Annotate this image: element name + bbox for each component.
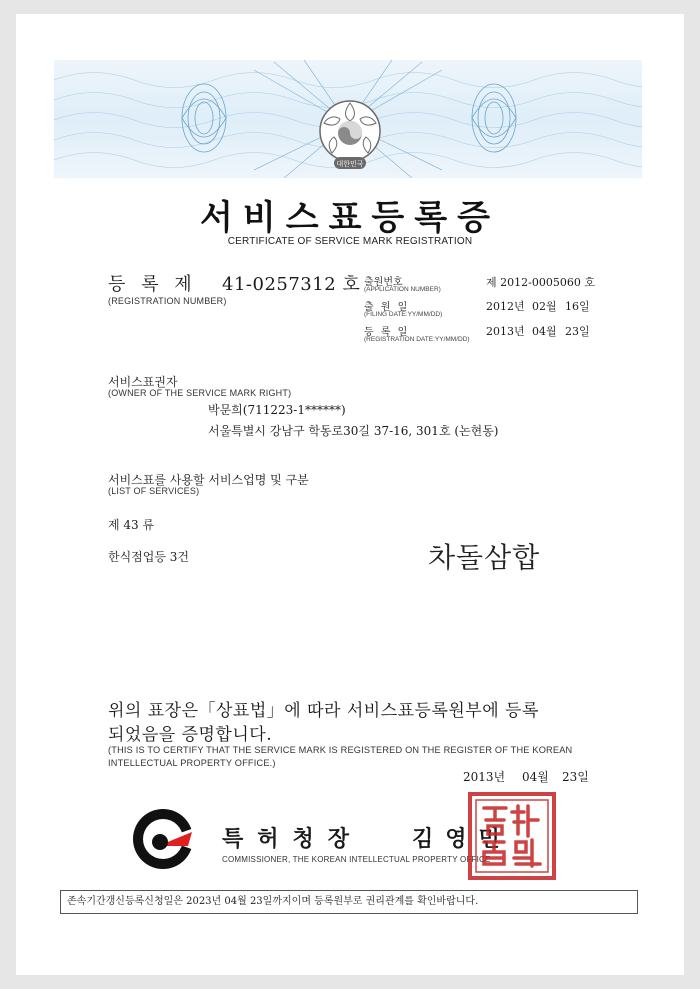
certify-month: 04월: [522, 770, 549, 784]
services-label: 서비스표를 사용할 서비스업명 및 구분: [108, 473, 309, 487]
certify-en-line-1: (THIS IS TO CERTIFY THAT THE SERVICE MARK IS REGISTERED ON THE REGISTER OF THE KOREAN: [108, 745, 573, 755]
services-label-en: (LIST OF SERVICES): [108, 486, 200, 496]
filing-day: 16일: [565, 300, 590, 313]
owner-label: 서비스표권자: [108, 375, 178, 389]
certificate-title-en: CERTIFICATE OF SERVICE MARK REGISTRATION: [227, 236, 473, 247]
application-number: 제 2012-0005060 호: [486, 276, 595, 289]
filing-date-label: 출 원 일: [364, 302, 410, 313]
commissioner-title-en: COMMISSIONER, THE KOREAN INTELLECTUAL PROPERTY OFFICE: [222, 855, 491, 864]
owner-address: 서울특별시 강남구 학동로30길 37-16, 301호 (논현동): [208, 424, 499, 438]
certify-line-1: 위의 표장은「상표법」에 따라 서비스표등록원부에 등록: [108, 701, 539, 721]
commissioner-name: 김영민: [412, 827, 512, 852]
filing-year: 2012년: [486, 300, 525, 313]
owner-label-en: (OWNER OF THE SERVICE MARK RIGHT): [108, 388, 292, 398]
renewal-note: 존속기간갱신등록신청일은 2023년 04월 23일까지이며 등록원부로 권리관계를 확인바랍니다.: [67, 896, 479, 907]
certificate-title: 서비스표등록증: [200, 198, 500, 238]
owner-name: 박문희(711223-1******): [208, 403, 346, 417]
right-rosette-ornament: [472, 84, 516, 152]
renewal-note-box: [60, 890, 638, 914]
application-label: 출원번호: [364, 277, 403, 288]
registration-label: 등 록 제: [108, 274, 197, 295]
filing-date-label-en: (FILING DATE:YY/MM/DD): [364, 311, 443, 318]
certify-year: 2013년: [463, 770, 506, 784]
registration-label-en: (REGISTRATION NUMBER): [108, 296, 227, 306]
registration-day: 23일: [565, 325, 590, 338]
certify-en-line-2: INTELLECTUAL PROPERTY OFFICE.): [108, 758, 276, 768]
official-seal-icon: [466, 790, 558, 882]
application-label-en: (APPLICATION NUMBER): [364, 286, 441, 293]
registration-year: 2013년: [486, 325, 525, 338]
registration-date-label: 등 록 일: [364, 327, 410, 338]
certify-day: 23일: [562, 770, 589, 784]
commissioner-title: 특허청장: [222, 827, 364, 852]
service-item: 한식점업등 3건: [108, 550, 190, 564]
filing-month: 02월: [532, 300, 557, 313]
registration-number: 41-0257312 호: [222, 274, 361, 295]
certify-line-2: 되었음을 증명합니다.: [108, 725, 273, 745]
service-mark: 차돌삼합: [428, 541, 541, 574]
service-class: 제 43 류: [108, 518, 155, 532]
kipo-logo-icon: [130, 806, 200, 872]
registration-month: 04월: [532, 325, 557, 338]
registration-date-label-en: (REGISTRATION DATE:YY/MM/DD): [364, 336, 470, 343]
emblem-ribbon-text: 대한민국: [336, 160, 364, 168]
